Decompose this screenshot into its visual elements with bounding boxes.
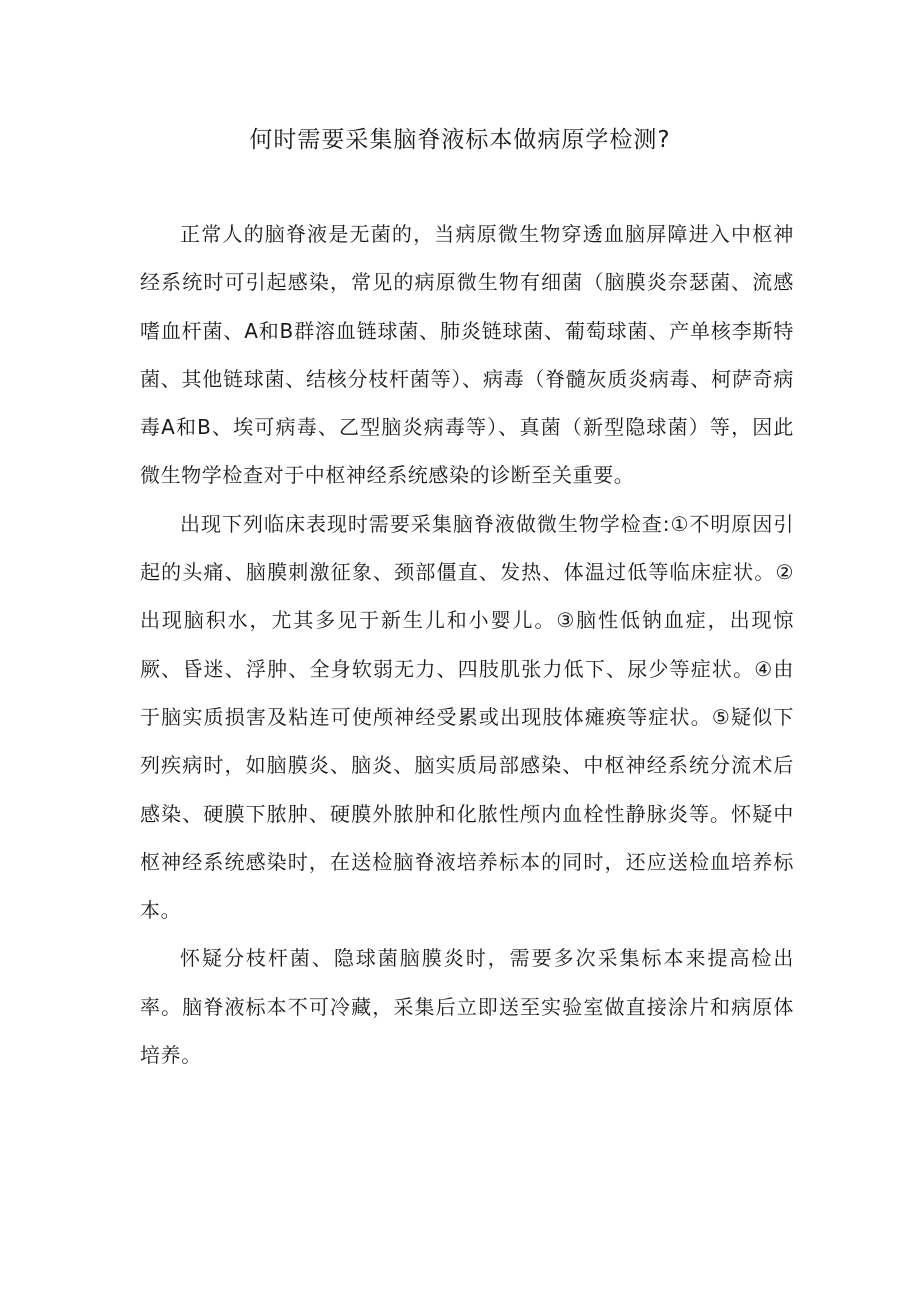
page-title: 何时需要采集脑脊液标本做病原学检测? (249, 127, 671, 153)
paragraph-pathogens: 正常人的脑脊液是无菌的，当病原微生物穿透血脑屏障进入中枢神经系统时可引起感染，常见的病原微生物有细菌（脑膜炎奈瑟菌、流感嗜血杆菌、A和B群溶血链球菌、肺炎链球菌、葡萄球菌、产单核李斯特菌、其他链球菌、结核分枝杆菌等）、病毒（脊髓灰质炎病毒、柯萨奇病毒A和B、埃可病毒、乙型脑炎病毒等）、真菌（新型隐球菌）等，因此微生物学检查对于中枢神经系统感染的诊断至关重要。 (140, 222, 794, 488)
paragraph-collection-notes: 怀疑分枝杆菌、隐球菌脑膜炎时，需要多次采集标本来提高检出率。脑脊液标本不可冷藏，采集后立即送至实验室做直接涂片和病原体培养。 (140, 946, 794, 1068)
document-body (140, 210, 794, 1079)
paragraph-clinical-indications: 出现下列临床表现时需要采集脑脊液做微生物学检查:①不明原因引起的头痛、脑膜刺激征象、颈部僵直、发热、体温过低等临床症状。②出现脑积水，尤其多见于新生儿和小婴儿。③脑性低钠血症，出现惊厥、昏迷、浮肿、全身软弱无力、四肢肌张力低下、尿少等症状。④由于脑实质损害及粘连可使颅神经受累或出现肢体瘫痪等症状。⑤疑似下列疾病时，如脑膜炎、脑炎、脑实质局部感染、中枢神经系统分流术后感染、硬膜下脓肿、硬膜外脓肿和化脓性颅内血栓性静脉炎等。怀疑中枢神经系统感染时，在送检脑脊液培养标本的同时，还应送检血培养标本。 (140, 511, 794, 923)
